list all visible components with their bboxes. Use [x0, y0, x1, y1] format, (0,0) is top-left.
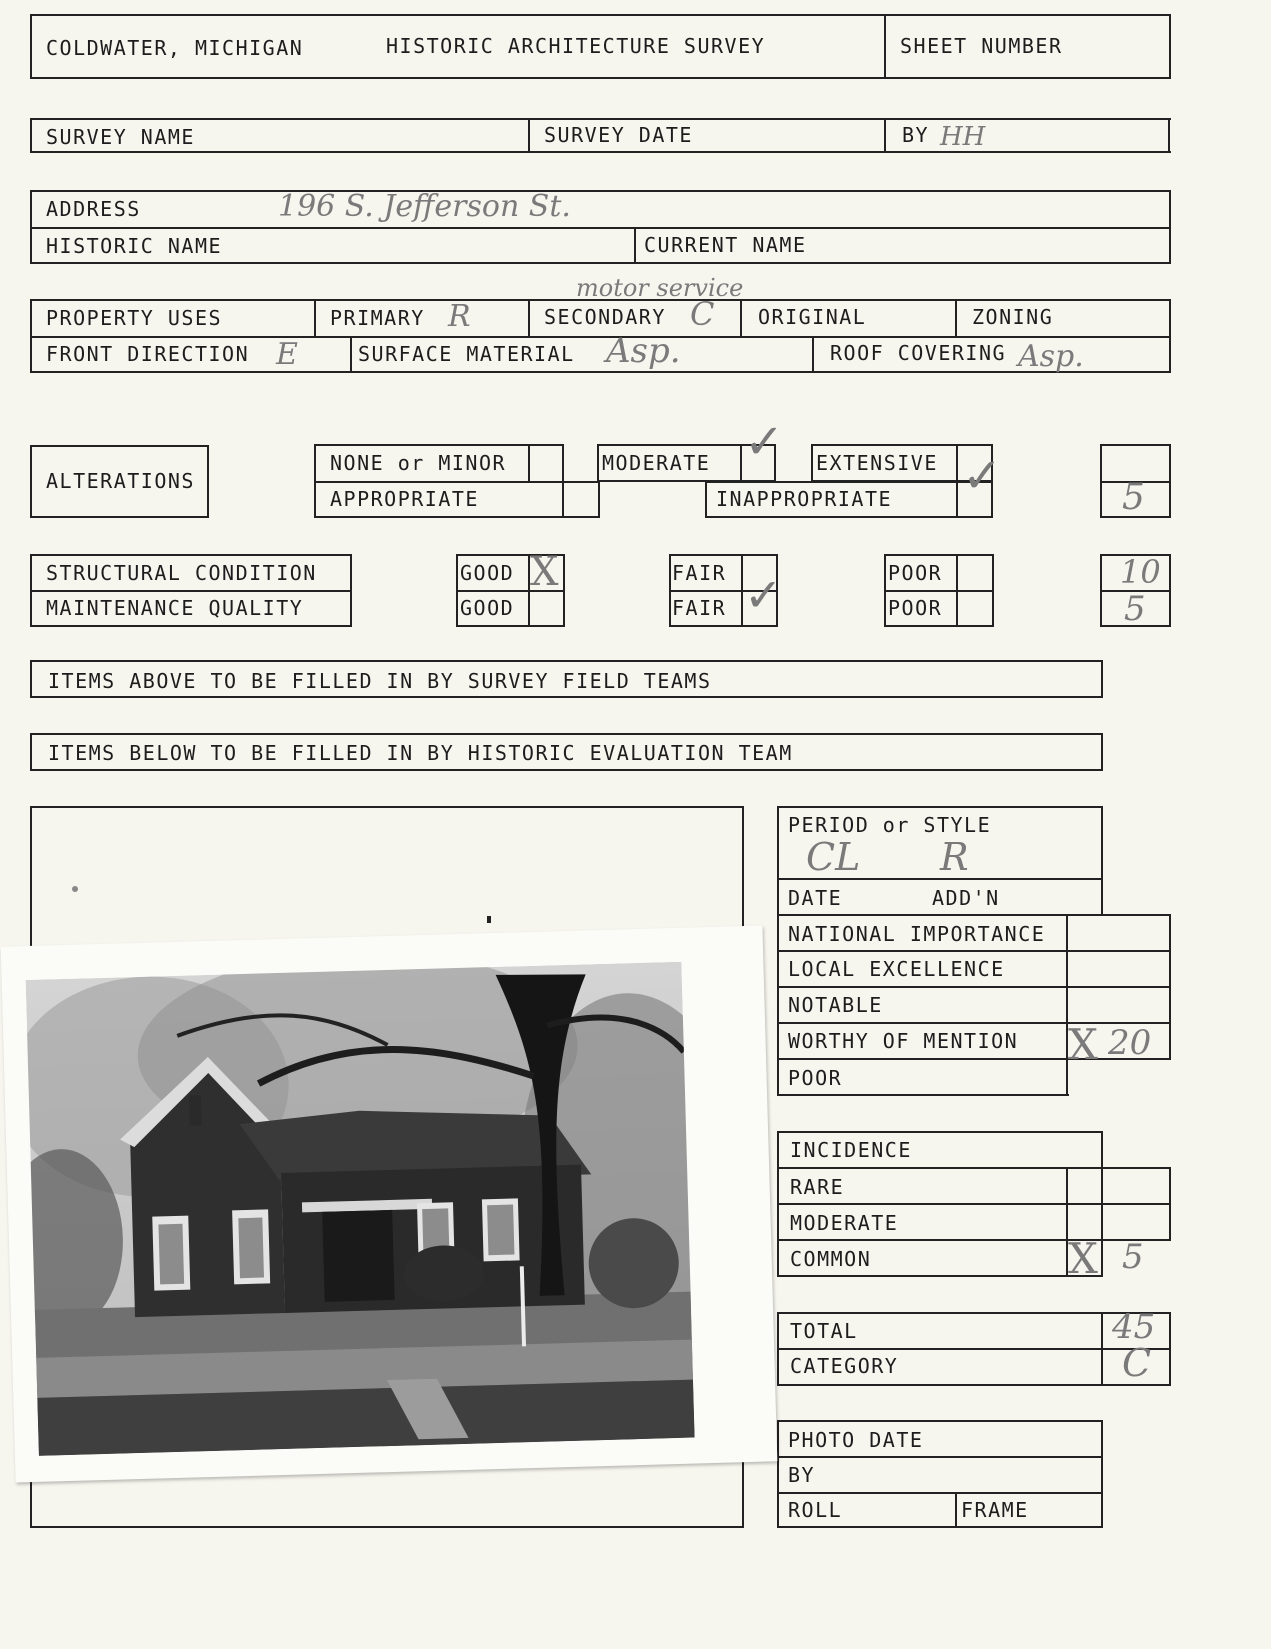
current-name-label: CURRENT NAME [644, 233, 807, 257]
roof-covering-value: Asp. [1018, 339, 1084, 374]
period-style-label: PERIOD or STYLE [788, 813, 992, 837]
alterations-score: 5 [1122, 477, 1145, 518]
secondary-value: C [690, 295, 715, 333]
structural-poor-label: POOR [888, 561, 943, 585]
primary-label: PRIMARY [330, 306, 425, 330]
incidence-label: INCIDENCE [790, 1138, 912, 1162]
worthy-mark: X [1068, 1020, 1098, 1069]
moderate-incidence-label: MODERATE [790, 1211, 899, 1235]
attached-photograph [1, 925, 778, 1482]
structural-good-label: GOOD [460, 561, 515, 585]
roof-covering-label: ROOF COVERING [830, 341, 1007, 365]
appropriate-label: APPROPRIATE [330, 487, 479, 511]
maintenance-fair-label: FAIR [672, 596, 727, 620]
category-label: CATEGORY [790, 1354, 899, 1378]
total-label: TOTAL [790, 1319, 858, 1343]
structural-score: 10 [1120, 553, 1161, 591]
surface-material-label: SURFACE MATERIAL [358, 342, 575, 366]
city-label: COLDWATER, MICHIGAN [46, 36, 304, 60]
secondary-label: SECONDARY [544, 305, 666, 329]
moderate-checkmark: ✓ [744, 414, 785, 470]
maintenance-good-label: GOOD [460, 596, 515, 620]
common-label: COMMON [790, 1247, 872, 1271]
common-mark: X [1068, 1234, 1098, 1283]
alterations-label: ALTERATIONS [46, 469, 195, 493]
inappropriate-label: INAPPROPRIATE [716, 487, 893, 511]
category-value: C [1122, 1341, 1152, 1385]
zoning-label: ZONING [972, 305, 1054, 329]
total-value: 45 [1112, 1307, 1156, 1347]
by-value: HH [940, 122, 986, 152]
note-above: ITEMS ABOVE TO BE FILLED IN BY SURVEY FIELD TEAMS [48, 669, 712, 693]
structural-fair-label: FAIR [672, 561, 727, 585]
maintenance-quality-label: MAINTENANCE QUALITY [46, 596, 304, 620]
frame-label: FRAME [961, 1498, 1029, 1522]
photo-date-label: PHOTO DATE [788, 1428, 924, 1452]
worthy-score: 20 [1108, 1023, 1152, 1063]
original-label: ORIGINAL [758, 305, 867, 329]
secondary-note: motor service [576, 274, 744, 302]
note-below: ITEMS BELOW TO BE FILLED IN BY HISTORIC EVALUATION TEAM [48, 741, 793, 765]
poor-label: POOR [788, 1066, 843, 1090]
address-value: 196 S. Jefferson St. [278, 189, 571, 224]
structural-condition-label: STRUCTURAL CONDITION [46, 561, 317, 585]
property-uses-label: PROPERTY USES [46, 306, 223, 330]
none-minor-label: NONE or MINOR [330, 451, 507, 475]
roll-label: ROLL [788, 1498, 843, 1522]
extensive-label: EXTENSIVE [816, 451, 938, 475]
date-label: DATE [788, 886, 843, 910]
maintenance-fair-mark: ✓ [744, 568, 783, 622]
maintenance-score: 5 [1124, 589, 1146, 629]
form-title: HISTORIC ARCHITECTURE SURVEY [386, 34, 766, 58]
maintenance-poor-label: POOR [888, 596, 943, 620]
survey-name-label: SURVEY NAME [46, 125, 195, 149]
house-photo-image [26, 962, 695, 1456]
structural-good-mark: X [530, 549, 559, 595]
address-label: ADDRESS [46, 197, 141, 221]
moderate-label: MODERATE [602, 451, 711, 475]
primary-value: R [448, 299, 471, 334]
notable-label: NOTABLE [788, 993, 883, 1017]
historic-name-label: HISTORIC NAME [46, 234, 223, 258]
sheet-number-label: SHEET NUMBER [900, 34, 1063, 58]
by-label: BY [902, 123, 930, 147]
survey-date-label: SURVEY DATE [544, 123, 693, 147]
period-value-1: CL [806, 835, 861, 879]
pin-hole [72, 886, 78, 892]
rare-label: RARE [790, 1175, 845, 1199]
surface-material-value: Asp. [606, 331, 681, 371]
inappropriate-checkmark: ✓ [962, 448, 1003, 504]
pin-hole [487, 916, 491, 923]
period-value-2: R [940, 835, 969, 879]
photo-by-label: BY [788, 1463, 816, 1487]
addn-label: ADD'N [932, 886, 1000, 910]
local-excellence-label: LOCAL EXCELLENCE [788, 957, 1005, 981]
front-direction-value: E [276, 337, 298, 372]
common-score: 5 [1122, 1237, 1144, 1277]
national-importance-label: NATIONAL IMPORTANCE [788, 922, 1046, 946]
worthy-of-mention-label: WORTHY OF MENTION [788, 1029, 1019, 1053]
front-direction-label: FRONT DIRECTION [46, 342, 250, 366]
